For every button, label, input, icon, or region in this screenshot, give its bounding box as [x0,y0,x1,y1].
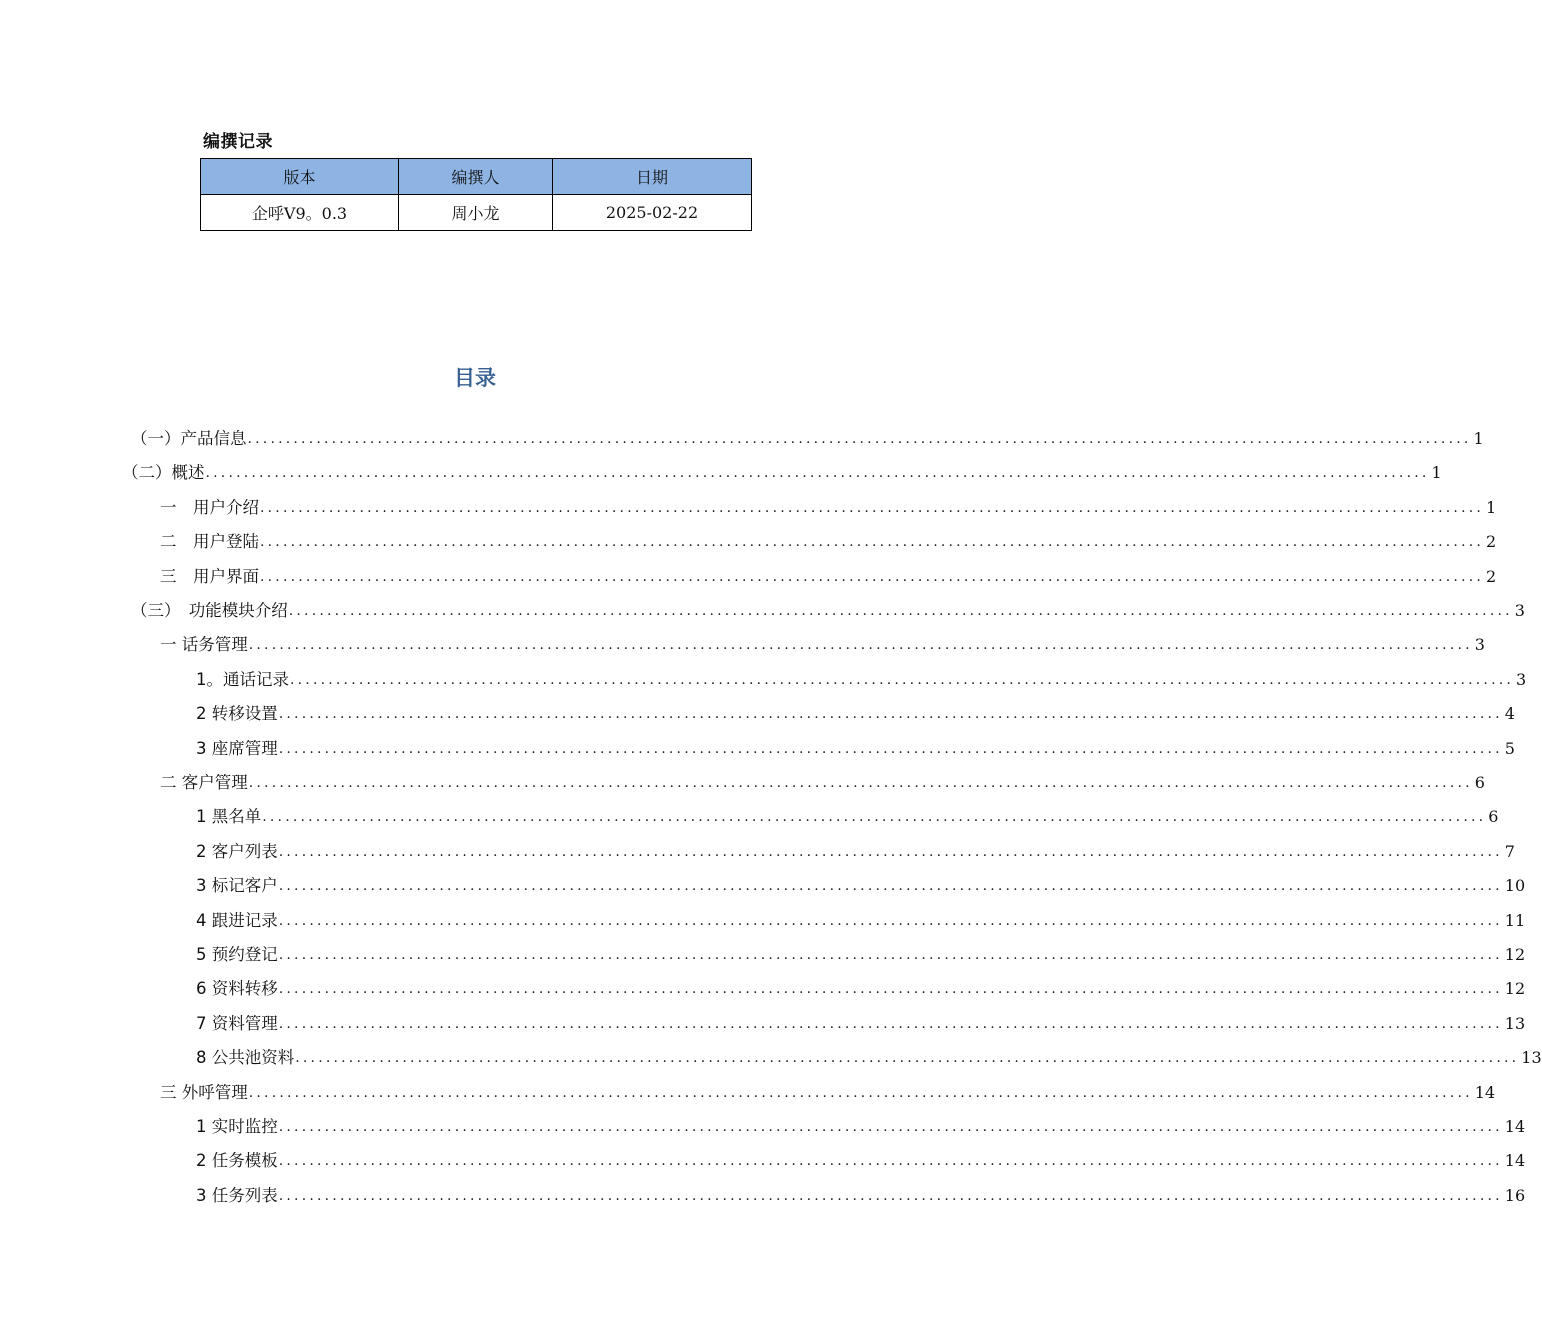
toc-entry-label: 7 资料管理 [196,1013,278,1033]
toc-entry-page-number: 1 [1486,497,1497,517]
toc-entry-page-number: 12 [1504,979,1526,999]
toc-entry[interactable] [131,595,1525,623]
toc-entry[interactable] [160,1077,1496,1105]
toc-entry-leader: ................................................................................................................................................................ [278,912,1503,929]
toc-entry[interactable] [160,526,1497,554]
toc-entry[interactable] [160,767,1485,795]
toc-entry-leader: ................................................................................................................................................................ [248,775,1473,791]
toc-entry-page-number: 14 [1504,1117,1526,1136]
toc-title: 目录 [454,366,496,390]
toc-entry-leader: ................................................................................................................................................................ [260,534,1485,551]
toc-entry-leader: ................................................................................................................................................................ [288,603,1513,619]
toc-entry-label: 三 用户界面 [160,566,259,586]
toc-entry-page-number: 12 [1504,945,1526,964]
toc-entry[interactable] [196,1180,1526,1208]
toc-entry-leader: ................................................................................................................................................................ [248,637,1473,654]
toc-entry[interactable] [196,801,1499,829]
toc-entry-leader: ................................................................................................................................................................ [278,878,1503,895]
toc-entry-leader: ................................................................................................................................................................ [278,1153,1503,1170]
toc-entry-leader: ................................................................................................................................................................ [278,706,1503,723]
toc-entry-label: （一）产品信息 [131,429,247,448]
toc-entry[interactable] [196,1008,1526,1036]
toc-entry[interactable] [131,423,1484,451]
toc-entry-page-number: 5 [1504,738,1515,758]
header-author: 编撰人 [399,159,553,195]
toc-entry-page-number: 3 [1474,635,1485,655]
toc-entry-label: 2 客户列表 [196,841,278,861]
toc-entry[interactable] [196,939,1526,967]
toc-entry-page-number: 6 [1474,773,1485,792]
toc-entry[interactable] [160,492,1497,520]
toc-entry-page-number: 10 [1504,876,1526,896]
toc-entry[interactable] [122,457,1442,485]
toc-entry-label: 6 资料转移 [196,979,278,999]
toc-entry-leader: ................................................................................................................................................................ [278,1015,1503,1032]
toc-entry-leader: ................................................................................................................................................................ [278,740,1503,757]
toc-entry-page-number: 7 [1504,841,1515,861]
revision-table [200,158,752,231]
toc-entry[interactable] [160,629,1485,657]
toc-entry-page-number: 11 [1504,910,1526,930]
revision-header-row [201,159,752,195]
toc-entry-page-number: 13 [1504,1013,1526,1033]
toc-entry-leader: ................................................................................................................................................................ [278,947,1503,963]
toc-entry-label: （三） 功能模块介绍 [131,601,288,620]
toc-entry-page-number: 1 [1473,429,1484,448]
header-date: 日期 [553,159,752,195]
toc-entry-leader: ................................................................................................................................................................ [295,1050,1520,1067]
toc-entry-label: 3 标记客户 [196,876,278,896]
header-version: 版本 [201,159,399,195]
cell-date: 2025-02-22 [553,195,752,231]
toc-entry[interactable] [196,905,1526,933]
toc-entry-label: 1 实时监控 [196,1117,278,1136]
toc-entry-label: 2 任务模板 [196,1151,278,1171]
toc-entry-label: 一 用户介绍 [160,497,259,517]
toc-entry[interactable] [196,1111,1526,1139]
toc-entry-label: 3 座席管理 [196,738,278,758]
toc-entry[interactable] [196,733,1515,761]
toc-entry-label: 4 跟进记录 [196,910,278,930]
toc-entry-leader: ................................................................................................................................................................ [260,568,1485,585]
toc-entry-leader: ................................................................................................................................................................ [278,1187,1503,1204]
toc-entry-leader: ................................................................................................................................................................ [278,1119,1503,1135]
toc-entry[interactable] [196,836,1515,864]
toc-entry-label: 8 公共池资料 [196,1048,295,1068]
toc-entry-label: 二 用户登陆 [160,532,259,552]
toc-entry[interactable] [196,664,1527,692]
toc-entry-label: 1。通话记录 [196,669,289,689]
toc-entry[interactable] [196,698,1515,726]
toc-entry-page-number: 2 [1486,532,1497,552]
toc-entry-leader: ................................................................................................................................................................ [262,809,1487,826]
toc-entry-leader: ................................................................................................................................................................ [278,981,1503,998]
toc-entry[interactable] [196,870,1526,898]
toc-entry-page-number: 6 [1488,807,1499,827]
toc-entry-page-number: 3 [1514,601,1525,620]
toc-entry-leader: ................................................................................................................................................................ [247,431,1472,447]
toc-entry[interactable] [196,973,1526,1001]
toc-entry-label: 2 转移设置 [196,704,278,724]
toc-entry-page-number: 14 [1474,1082,1496,1102]
toc-entry-page-number: 1 [1431,463,1442,483]
toc-entry-label: 5 预约登记 [196,945,278,964]
toc-entry-leader: ................................................................................................................................................................ [248,1084,1473,1101]
toc-entry-label: 3 任务列表 [196,1185,278,1205]
toc-entry-page-number: 14 [1504,1151,1526,1171]
toc-entry-page-number: 13 [1521,1048,1542,1068]
toc-entry-page-number: 2 [1486,566,1497,586]
cell-version: 企呼V9。0.3 [201,195,399,231]
cell-author: 周小龙 [399,195,553,231]
toc-entry[interactable] [196,1145,1526,1173]
toc-entry-label: （二）概述 [122,463,205,483]
toc-entry-label: 二 客户管理 [160,773,248,792]
toc-entry-leader: ................................................................................................................................................................ [290,671,1515,688]
toc-entry-label: 1 黑名单 [196,807,262,827]
toc-entry-label: 一 话务管理 [160,635,248,655]
toc-entry[interactable] [160,561,1497,589]
toc-entry-leader: ................................................................................................................................................................ [205,465,1430,482]
table-row [201,195,752,231]
toc-entry-page-number: 3 [1516,669,1527,689]
revision-record-title: 编撰记录 [203,132,273,152]
toc-entry-leader: ................................................................................................................................................................ [278,843,1503,860]
toc-entry[interactable] [196,1042,1542,1070]
toc-entry-leader: ................................................................................................................................................................ [260,499,1485,516]
toc-entry-page-number: 4 [1504,704,1515,724]
toc-entry-page-number: 16 [1504,1185,1526,1205]
toc-entry-label: 三 外呼管理 [160,1082,248,1102]
